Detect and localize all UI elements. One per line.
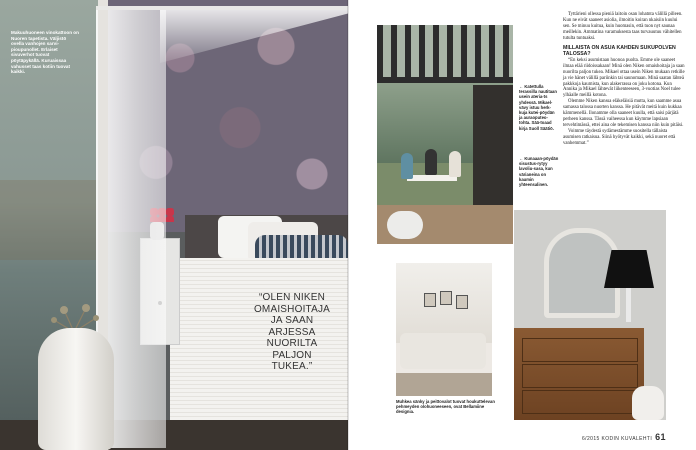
photo-caption: ← Katettulla terassilla nautitaan usein ateria-ts yhdessä. Mikael-vävy istuu herk-kuja kutei-pöydän ja auraoputeo-tohta. Sää-toaad kirja Suoll Säätiö. [519,84,557,131]
curtain-rod [96,6,348,10]
terrace-pergola-photo [377,25,513,244]
article-text [563,12,685,147]
page-number: 61 [655,432,666,442]
article-subhead: MILLAISTA ON ASUA KAHDEN SUKUPOLVEN TALOSSA? [563,44,676,57]
dried-branch-icon [34,290,114,332]
article-paragraph: Voimme täydestä sydämestämme suositella tällaista asumisen ratkaisua. Siinä hyötyvät kaikki, sekä nuoret että vanhemmat.” [563,128,676,146]
pull-quote: “OLEN NIKEN OMAISHOITAJA JA SAAN ARJESSA NUORILTA PALJON TUKEA.” [253,292,331,372]
white-floor-vase [38,328,114,450]
dresser-and-lamp-photo [514,210,666,420]
article-paragraph: Tyttärieni ollessa pieniä laitoin osan lohatnta välillä pilleen. Kun ne eivät saaneet asiolia, ilmoitin koiran nkaisiin kuului sen. Se minuu kuitua, kuin huomasin, että tuon nyt saunaa meillekin. Ammatina varamuksesta taas turvauutuu vähitellen tutulta tuntuaksi. [563,12,683,41]
issue-label: 6/2015 KODIN KUVALEHTI [582,436,653,442]
living-room-photo [396,263,492,396]
article-paragraph: Olemme Niken kanssa eläkeläisiä mutta, kun saamme asua samassa talossa nuorten kanssa. He pitävät meitä kuin kukkaa kämmenellä. Ilonamme olla saaneet kuulla, että saisi pärjätä perheen kanssa. Tässä vaiheessa kun käymme lapsiaan tervehtimässä, ettei aina ole tekemisen kanssa niin kuin pitäisi. [563,99,684,128]
photo-caption: Makuuhuoneen vinokattoon on Nuoren tapetista. Väljistö ovella vanhojen sarvi-pioupunollet. Erlaiset sivuverhot tuovat pöytäpykällä. Kuruaissaa vahusset taas kotiin tuovat kaikki. [11,30,79,75]
photo-caption: ← Kunaaan-pöydän sisustus-rytyy lavoliu-sasa, kun värianeina on kaumin yhteensalinen. [519,156,559,188]
article-paragraph: “En keksi asumistaan huonoa puolta. Emme ole saaneet ilmaa elää riidoissakaan! Minä olen Niken omaishoitaja ja saan nuorilta paljon tukea. Mikael ottaa usein Niken mukaan retkille ja vie hänet välillä pariinkin tai saunomaan. Minä saatan lähteä pakkkoja kaumista, kun alakerrassa on joku kotona. Kun Annika ja Mikael lähtevät liikenteeseen, 3-vuotias Noel tulee ylhäalle meillä kotona. [563,57,685,99]
photo-caption: Muhkea sänky ja peittovalot tuovat houkuttelevan pehmeyden olohuoneeseen, ovat Bellamiine designia. [396,399,495,415]
page-footer [582,432,666,442]
